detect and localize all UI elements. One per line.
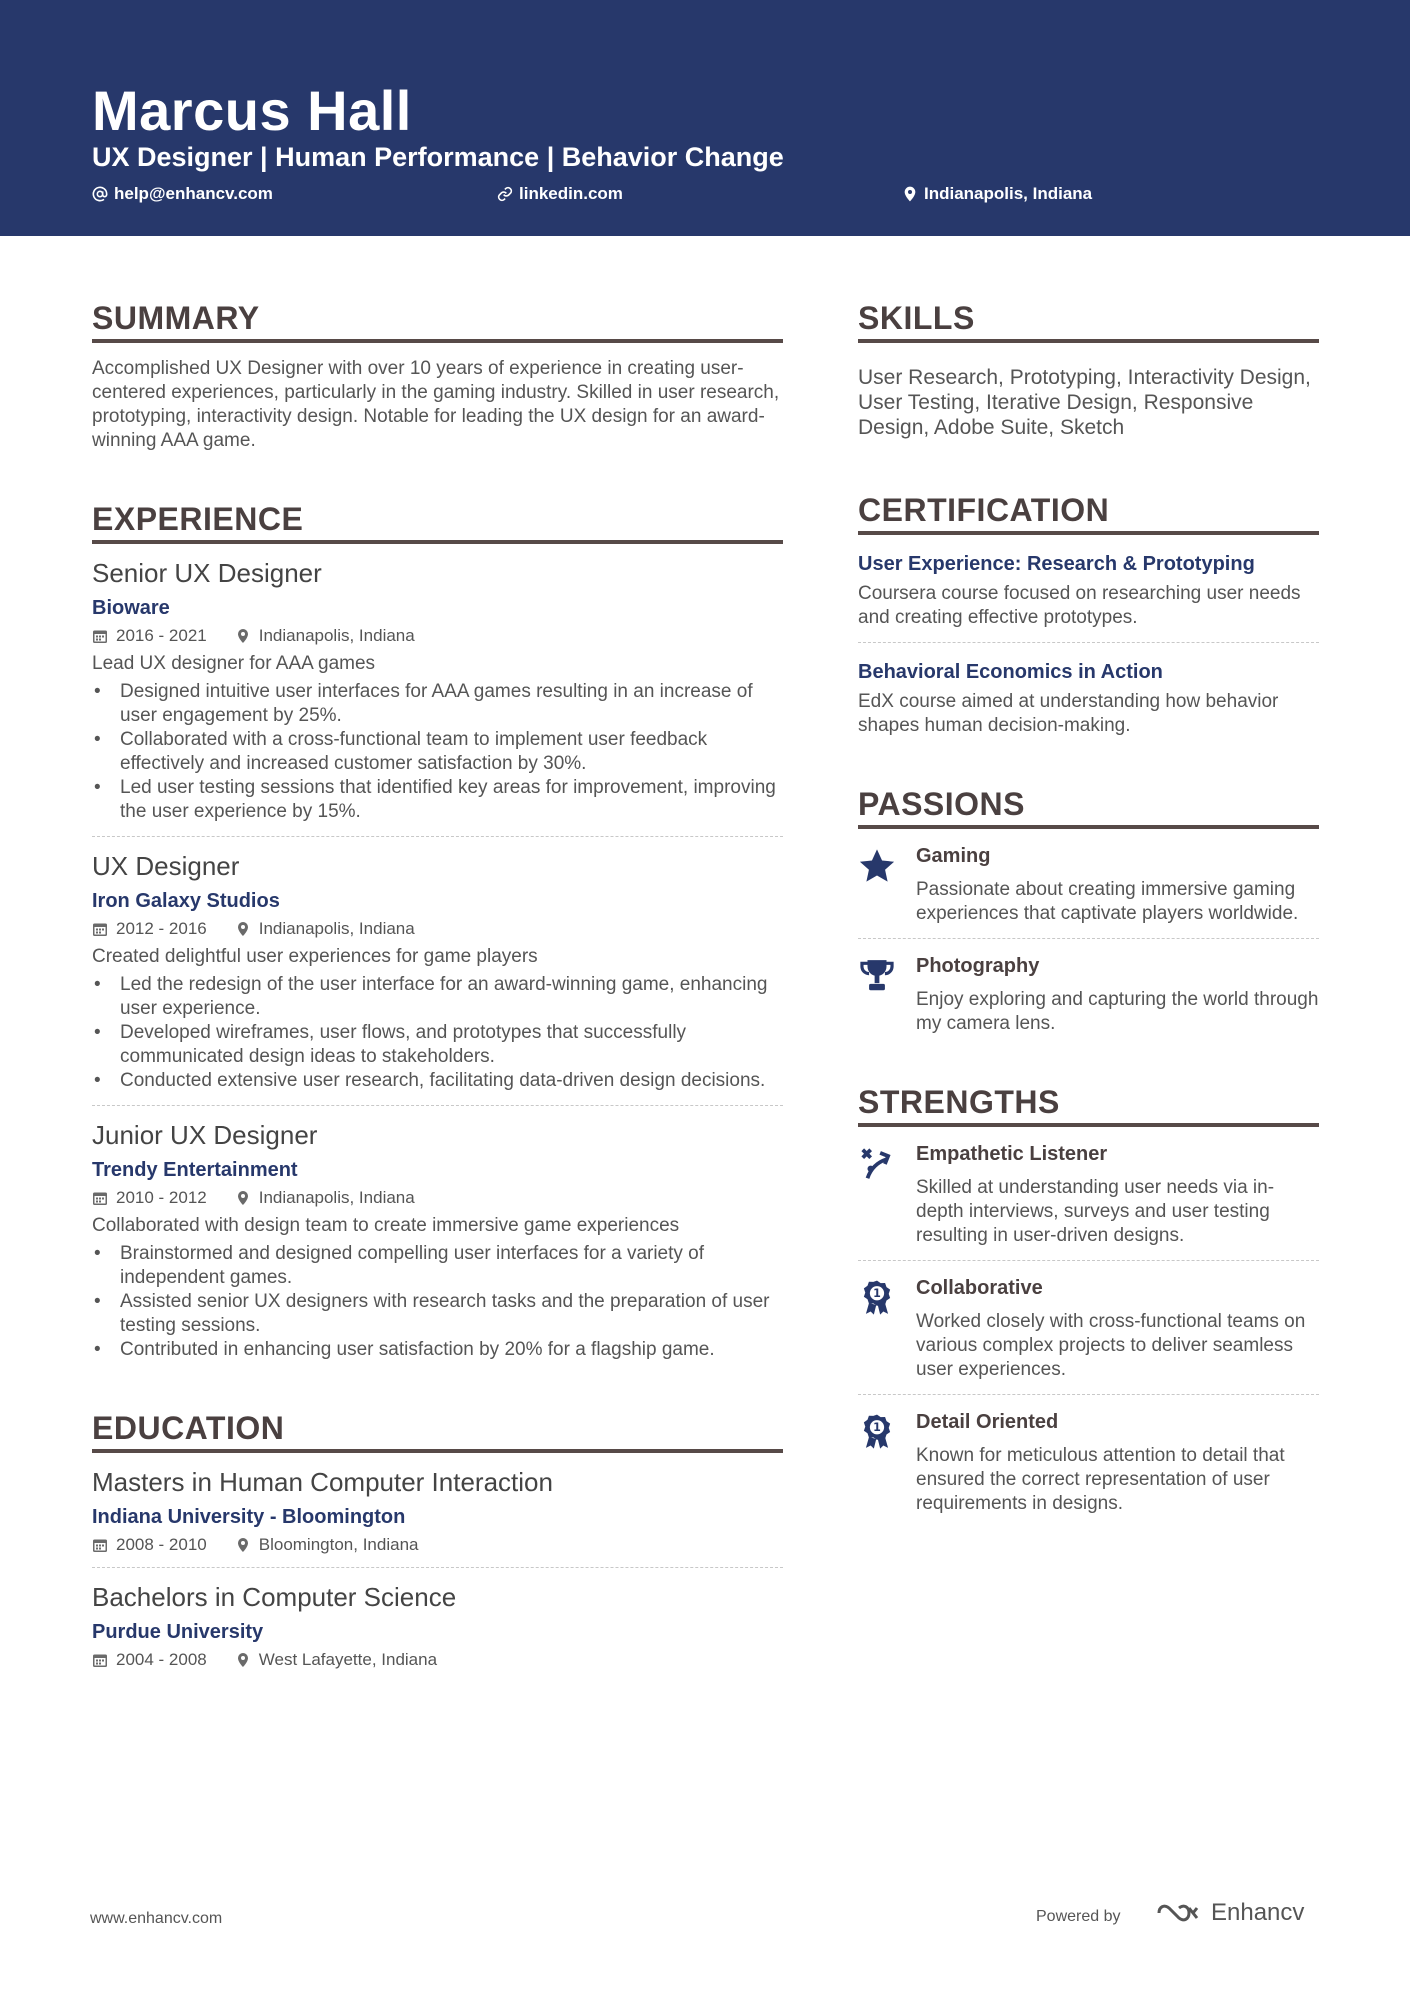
map-pin-icon: [235, 1190, 251, 1206]
map-pin-icon: [235, 628, 251, 644]
job-summary: Collaborated with design team to create immersive game experiences: [92, 1215, 680, 1236]
map-pin-icon: [235, 1652, 251, 1668]
passion-name: Gaming: [916, 845, 991, 867]
job-location: Indianapolis, Indiana: [258, 1188, 415, 1207]
strength-item: [858, 1411, 1319, 1516]
calendar-icon: [92, 1537, 108, 1553]
certification-item: [858, 661, 1319, 738]
job-bullet: • Led the redesign of the user interface for an award-winning game, enhancing user experience.: [92, 973, 783, 1021]
job-bullet: • Contributed in enhancing user satisfaction by 20% for a flagship game.: [92, 1338, 783, 1362]
certification-desc: EdX course aimed at understanding how behavior shapes human decision-making.: [858, 691, 1279, 736]
map-pin-icon: [235, 921, 251, 937]
job-bullet: • Led user testing sessions that identified key areas for improvement, improving the user experience by 15%.: [92, 776, 783, 824]
job-bullet: • Developed wireframes, user flows, and prototypes that successfully communicated design ideas to stakeholders.: [92, 1021, 783, 1069]
experience-entry: [92, 851, 783, 1106]
map-pin-icon: [902, 186, 918, 202]
strength-name: Empathetic Listener: [916, 1143, 1108, 1165]
education-location-wrap: [235, 1535, 419, 1555]
strength-name: Collaborative: [916, 1277, 1043, 1299]
degree-name: Bachelors in Computer Science: [92, 1582, 457, 1612]
candidate-headline: UX Designer | Human Performance | Behavior Change: [92, 142, 784, 172]
job-meta: [92, 626, 783, 646]
strength-item: [858, 1277, 1319, 1382]
job-bullet: • Collaborated with a cross-functional team to implement user feedback effectively and increased customer satisfaction by 30%.: [92, 728, 783, 776]
divider: [858, 642, 1319, 643]
company-name: Trendy Entertainment: [92, 1159, 298, 1181]
job-bullet: • Assisted senior UX designers with research tasks and the preparation of user testing sessions.: [92, 1290, 783, 1338]
job-bullets: [92, 680, 783, 824]
certification-name: Behavioral Economics in Action: [858, 661, 1163, 683]
enhancv-logo[interactable]: [1155, 1898, 1304, 1928]
enhancv-logo-icon: [1155, 1898, 1203, 1928]
education-meta: [92, 1535, 783, 1555]
brand-name: Enhancv: [1211, 1899, 1305, 1926]
degree-name: Masters in Human Computer Interaction: [92, 1467, 553, 1497]
job-dates: 2010 - 2012: [116, 1188, 207, 1207]
strength-desc: Worked closely with cross-functional teams on various complex projects to deliver seamless user experiences.: [916, 1311, 1306, 1380]
job-meta: [92, 1188, 783, 1208]
job-bullet: • Designed intuitive user interfaces for AAA games resulting in an increase of user engagement by 25%.: [92, 680, 783, 728]
medal-icon: [858, 1279, 896, 1317]
certification-item: [858, 553, 1319, 643]
certification-desc: Coursera course focused on researching user needs and creating effective prototypes.: [858, 583, 1301, 628]
summary-text: Accomplished UX Designer with over 10 years of experience in creating user-centered experiences, particularly in the gaming industry. Skilled in user research, prototyping, interactivity design. Notable for leading the UX design for an award-winning AAA game.: [92, 358, 780, 451]
strength-desc: Skilled at understanding user needs via in-depth interviews, surveys and user testing resulting in user-driven designs.: [916, 1177, 1275, 1246]
at-icon: [92, 186, 108, 202]
divider: [92, 1105, 783, 1106]
experience-entry: [92, 1120, 783, 1362]
location-text: Indianapolis, Indiana: [924, 184, 1093, 203]
school-name: Purdue University: [92, 1621, 264, 1643]
certification-name: User Experience: Research & Prototyping: [858, 553, 1255, 575]
calendar-icon: [92, 921, 108, 937]
passion-item: [858, 955, 1319, 1036]
education-dates: 2004 - 2008: [116, 1650, 207, 1669]
company-name: Bioware: [92, 597, 170, 619]
job-dates: 2012 - 2016: [116, 919, 207, 938]
experience-heading: EXPERIENCE: [92, 501, 783, 544]
contact-location: [902, 184, 1092, 204]
passion-name: Photography: [916, 955, 1040, 977]
summary-heading: SUMMARY: [92, 300, 783, 343]
education-dates: 2008 - 2010: [116, 1535, 207, 1554]
skills-text: User Research, Prototyping, Interactivity Design, User Testing, Iterative Design, Responsive Design, Adobe Suite, Sketch: [858, 366, 1311, 439]
education-location-wrap: [235, 1650, 437, 1670]
education-location: Bloomington, Indiana: [258, 1535, 419, 1554]
left-column: [92, 300, 783, 1670]
contact-linkedin[interactable]: [497, 184, 623, 204]
strength-item: [858, 1143, 1319, 1248]
job-bullets: [92, 1242, 783, 1362]
company-name: Iron Galaxy Studios: [92, 890, 280, 912]
passions-heading: PASSIONS: [858, 786, 1319, 829]
calendar-icon: [92, 1652, 108, 1668]
experience-entry: [92, 558, 783, 837]
skills-heading: SKILLS: [858, 300, 1319, 343]
divider: [858, 1394, 1319, 1395]
divider: [858, 938, 1319, 939]
calendar-icon: [92, 628, 108, 644]
job-title: Senior UX Designer: [92, 558, 322, 588]
divider: [858, 1260, 1319, 1261]
strengths-heading: STRENGTHS: [858, 1084, 1319, 1127]
job-location-wrap: [235, 626, 415, 646]
calendar-icon: [92, 1190, 108, 1206]
powered-by-label: Powered by: [1036, 1908, 1121, 1925]
job-summary: Created delightful user experiences for game players: [92, 946, 538, 967]
job-location: Indianapolis, Indiana: [258, 919, 415, 938]
job-location-wrap: [235, 1188, 415, 1208]
strength-name: Detail Oriented: [916, 1411, 1059, 1433]
right-column: [858, 300, 1319, 1516]
resume-header: [0, 0, 1410, 236]
school-name: Indiana University - Bloomington: [92, 1506, 406, 1528]
education-heading: EDUCATION: [92, 1410, 783, 1453]
contact-email[interactable]: [92, 184, 273, 204]
job-location: Indianapolis, Indiana: [258, 626, 415, 645]
svg-text:1: 1: [873, 1421, 881, 1435]
job-dates: 2016 - 2021: [116, 626, 207, 645]
certification-heading: CERTIFICATION: [858, 492, 1319, 535]
divider: [92, 836, 783, 837]
job-bullet: • Conducted extensive user research, facilitating data-driven design decisions.: [92, 1069, 783, 1093]
job-meta: [92, 919, 783, 939]
education-entry: [92, 1582, 783, 1670]
map-pin-icon: [235, 1537, 251, 1553]
job-title: Junior UX Designer: [92, 1120, 318, 1150]
job-title: UX Designer: [92, 851, 240, 881]
passion-desc: Passionate about creating immersive gaming experiences that captivate players worldwide.: [916, 879, 1299, 924]
link-icon: [497, 186, 513, 202]
job-bullet: • Brainstormed and designed compelling user interfaces for a variety of independent games.: [92, 1242, 783, 1290]
education-location: West Lafayette, Indiana: [258, 1650, 438, 1669]
email-text: help@enhancv.com: [114, 184, 273, 203]
strategy-icon: [858, 1145, 896, 1183]
job-summary: Lead UX designer for AAA games: [92, 653, 376, 674]
strength-desc: Known for meticulous attention to detail that ensured the correct representation of user requirements in designs.: [916, 1445, 1285, 1514]
passion-desc: Enjoy exploring and capturing the world through my camera lens.: [916, 989, 1319, 1034]
education-entry: [92, 1467, 783, 1568]
medal-icon: [858, 1413, 896, 1451]
education-meta: [92, 1650, 783, 1670]
job-location-wrap: [235, 919, 415, 939]
trophy-icon: [858, 957, 896, 995]
svg-text:1: 1: [873, 1287, 881, 1301]
divider: [92, 1567, 783, 1568]
candidate-name: Marcus Hall: [92, 79, 412, 142]
passion-item: [858, 845, 1319, 926]
star-icon: [858, 847, 896, 885]
linkedin-text: linkedin.com: [519, 184, 623, 203]
job-bullets: [92, 973, 783, 1093]
footer-url[interactable]: www.enhancv.com: [90, 1910, 223, 1927]
